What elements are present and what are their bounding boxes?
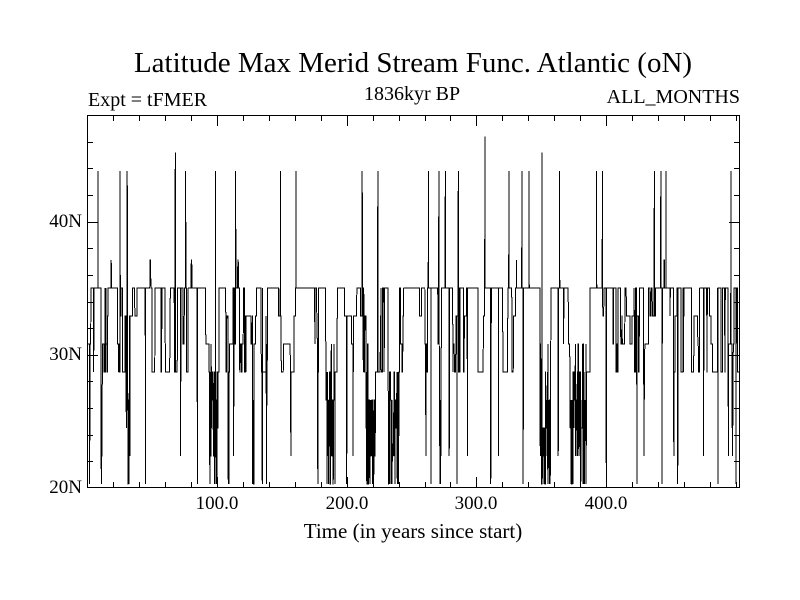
- chart-title: Latitude Max Merid Stream Func. Atlantic (oN): [133, 47, 693, 79]
- y-tick-label-20n: 20N: [49, 477, 82, 498]
- plot-area: [87, 115, 740, 488]
- x-tick-label-200: 200.0: [325, 493, 369, 514]
- x-tick-label-100: 100.0: [195, 493, 239, 514]
- epoch-label: 1836kyr BP: [363, 83, 461, 105]
- x-tick-label-400: 400.0: [584, 493, 628, 514]
- y-tick-label-40n: 40N: [49, 211, 82, 232]
- months-label: ALL_MONTHS: [606, 86, 740, 108]
- y-tick-label-30n: 30N: [49, 344, 82, 365]
- experiment-label: Expt = tFMER: [88, 89, 208, 111]
- x-tick-label-300: 300.0: [454, 493, 498, 514]
- x-axis-title: Time (in years since start): [303, 519, 523, 543]
- series-line: [87, 136, 740, 484]
